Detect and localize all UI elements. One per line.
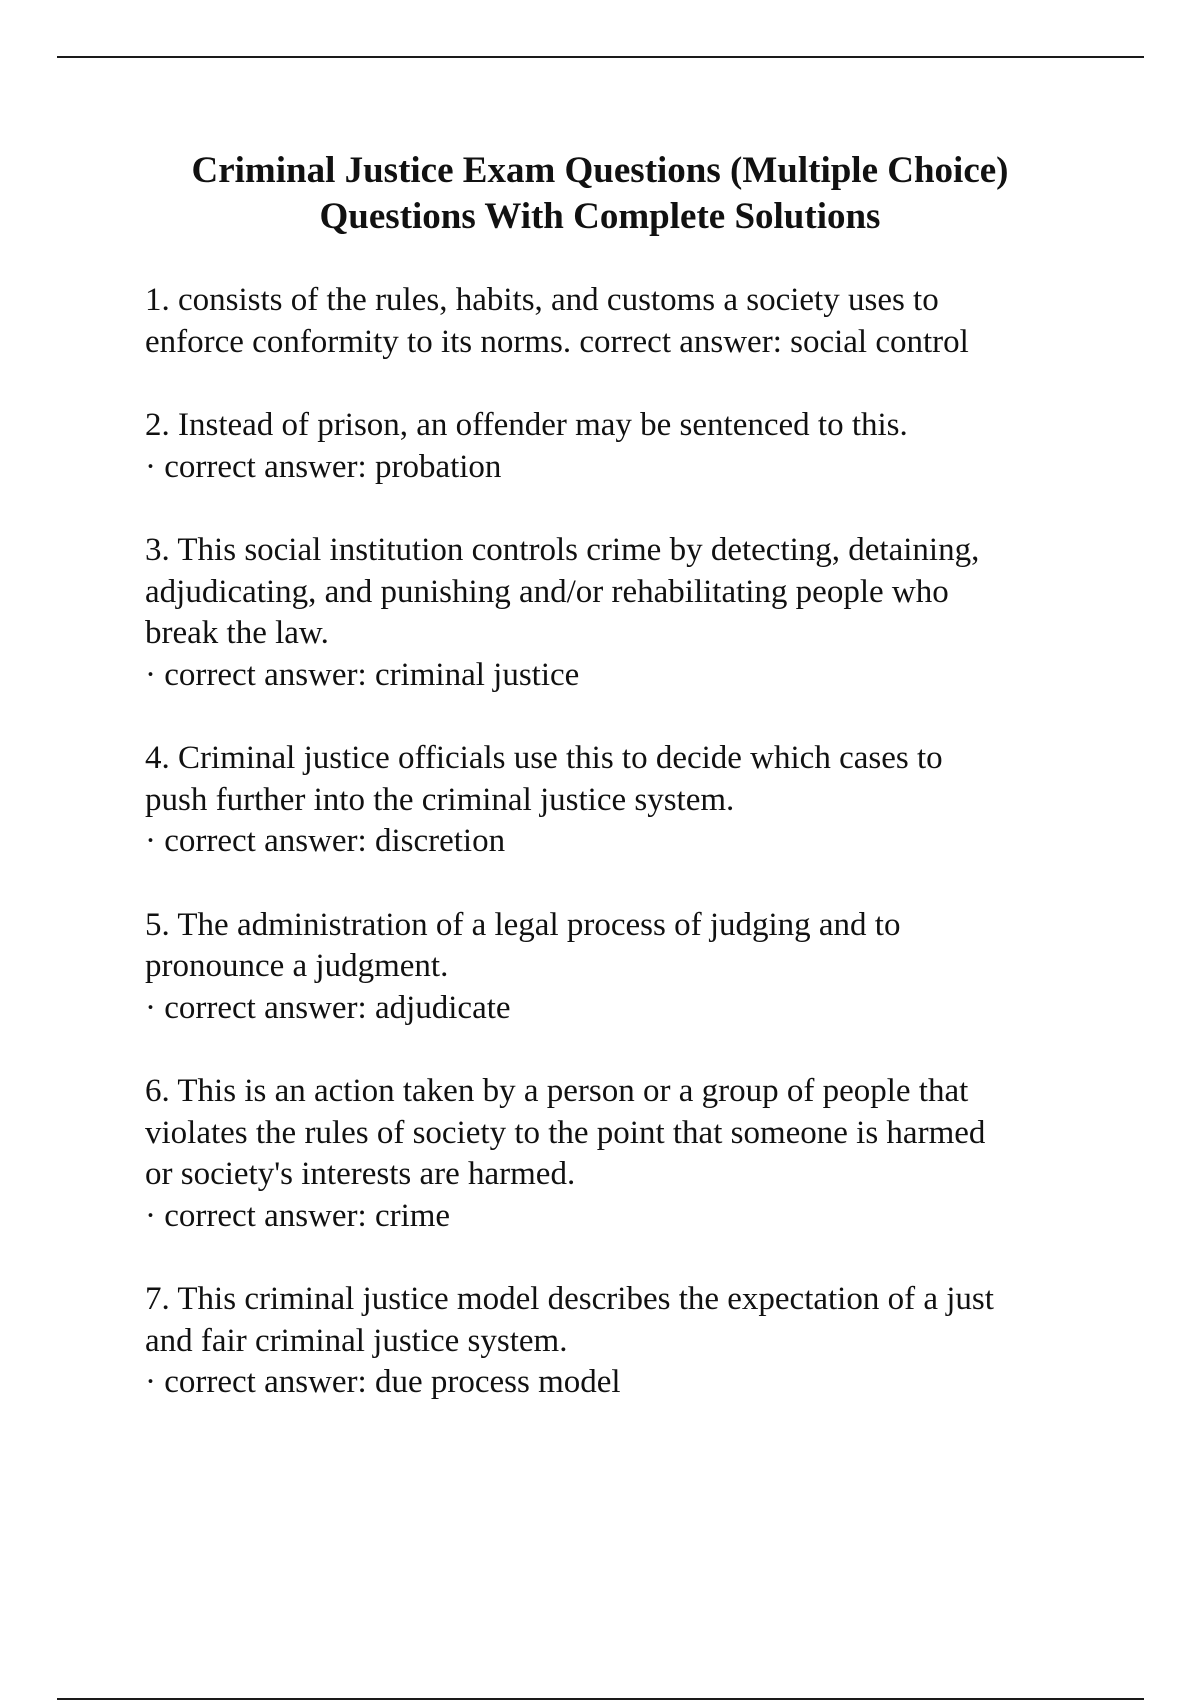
- question-2-line-1: 2. Instead of prison, an offender may be sentenced to this.: [145, 407, 908, 443]
- question-5: [145, 905, 1085, 1030]
- question-5-line-1: 5. The administration of a legal process of judging and to: [145, 906, 901, 943]
- question-4-line-1: 4. Criminal justice officials use this to decide which cases to: [145, 740, 943, 776]
- title-line-2: Questions With Complete Solutions: [319, 196, 881, 237]
- question-1: [145, 280, 1085, 363]
- title-line-1: Criminal Justice Exam Questions (Multiple Choice): [191, 150, 1009, 191]
- question-1-line-2: enforce conformity to its norms. correct answer: social control: [145, 323, 969, 360]
- question-7-line-2: and fair criminal justice system.: [145, 1322, 568, 1359]
- question-6-line-1: 6. This is an action taken by a person or a group of people that: [145, 1073, 969, 1109]
- question-4-line-2: push further into the criminal justice system.: [145, 781, 735, 818]
- question-3-line-3: break the law.: [145, 615, 329, 651]
- question-3: [145, 530, 1085, 696]
- question-list: [145, 280, 1085, 1446]
- document-title: [0, 148, 1200, 240]
- question-3-answer: · correct answer: criminal justice: [145, 656, 580, 693]
- question-6: [145, 1071, 1085, 1237]
- question-7-line-1: 7. This criminal justice model describes the expectation of a just: [145, 1281, 994, 1317]
- question-3-line-2: adjudicating, and punishing and/or rehabilitating people who: [145, 573, 949, 610]
- question-6-line-2: violates the rules of society to the point that someone is harmed: [145, 1114, 986, 1151]
- question-2-answer: · correct answer: probation: [145, 448, 502, 485]
- question-6-answer: · correct answer: crime: [145, 1197, 451, 1234]
- question-5-answer: · correct answer: adjudicate: [145, 989, 511, 1026]
- question-7-answer: · correct answer: due process model: [145, 1364, 621, 1400]
- question-3-line-1: 3. This social institution controls crime by detecting, detaining,: [145, 532, 980, 568]
- question-4-answer: · correct answer: discretion: [145, 823, 506, 859]
- question-2: [145, 405, 1085, 488]
- question-6-line-3: or society's interests are harmed.: [145, 1156, 576, 1192]
- header-rule: [57, 56, 1144, 58]
- question-5-line-2: pronounce a judgment.: [145, 948, 449, 984]
- question-7: [145, 1279, 1085, 1404]
- question-4: [145, 738, 1085, 863]
- question-1-line-1: 1. consists of the rules, habits, and customs a society uses to: [145, 282, 939, 318]
